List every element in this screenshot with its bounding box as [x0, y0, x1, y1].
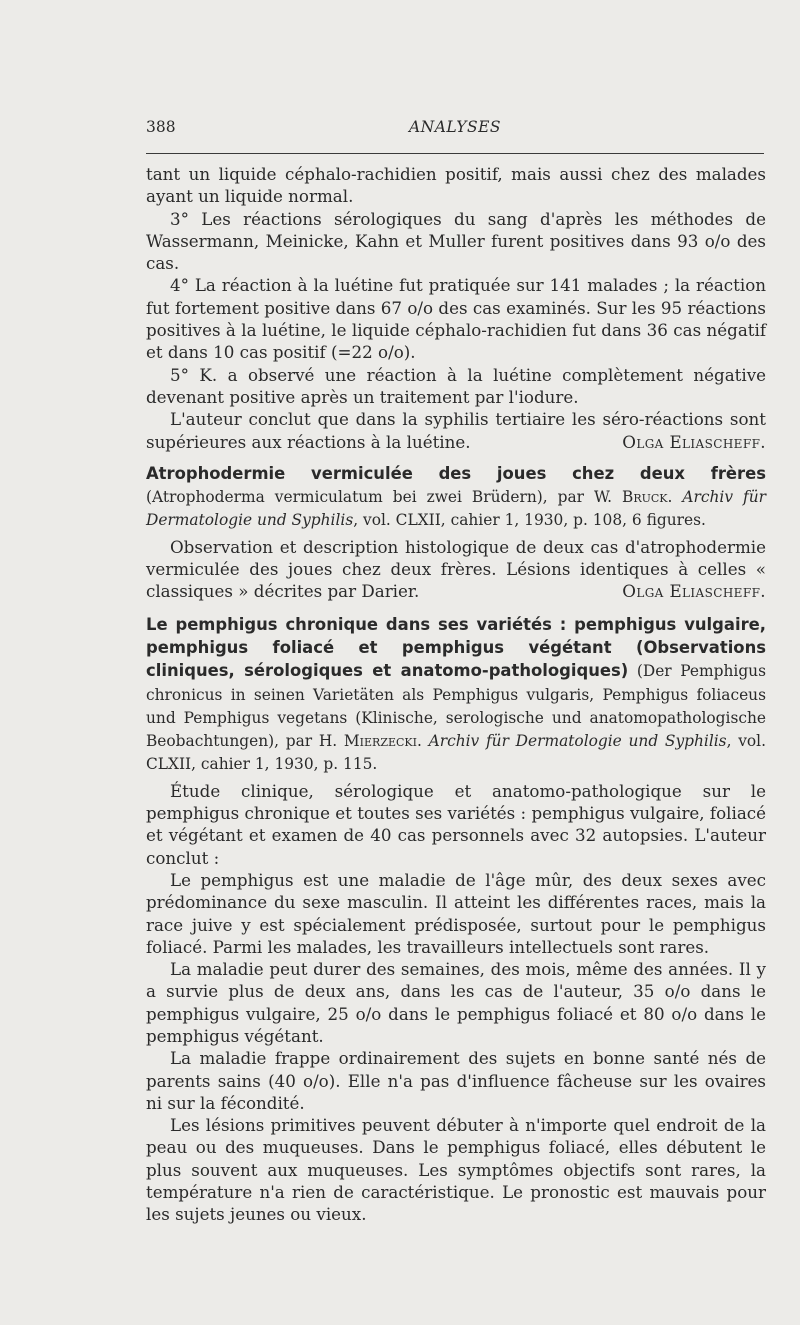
signature: Olga Eliascheff.	[622, 581, 766, 602]
reference-text: (Atrophoderma vermiculatum bei zwei Brüdern), par W.	[146, 488, 623, 507]
author-name: Mierzecki	[343, 732, 417, 751]
abstract-paragraph: La maladie frappe ordinairement des sujets en bonne santé nés de parents sains (40 o/o). Elle n'a pas d'influence fâcheuse sur les ovaires ni sur la fécondité.	[146, 1048, 766, 1113]
running-title: ANALYSES	[408, 118, 502, 136]
journal-name: Archiv für Dermatologie und Syphilis	[146, 488, 766, 530]
reference-separator: .	[417, 732, 429, 751]
article-atrophodermie	[146, 462, 766, 603]
abstract-text: Observation et description histologique de deux cas d'atrophodermie vermiculée des joues chez deux frères. Lésions identiques à celles « classiques » décrites par Darier.	[146, 536, 766, 602]
article-heading	[146, 613, 766, 776]
abstract-paragraph	[146, 536, 766, 603]
conclusion-paragraph	[146, 408, 766, 453]
point-5-paragraph: 5° K. a observé une réaction à la luétine complètement négative devenant positive après un traitement par l'iodure.	[146, 364, 766, 407]
abstract-paragraph: Étude clinique, sérologique et anatomo-pathologique sur le pemphigus chronique et toutes ses variétés : pemphigus vulgaire, foliacé et végétant et examen de 40 cas personnels avec 32 autopsies. L'auteur conclut :	[146, 780, 766, 868]
page-header	[146, 118, 764, 142]
article-pemphigus	[146, 613, 766, 1226]
point-3-paragraph: 3° Les réactions sérologiques du sang d'après les méthodes de Wassermann, Meinicke, Kahn et Muller furent positives dans 93 o/o des cas.	[146, 208, 766, 274]
article-continuation	[146, 163, 766, 453]
signature: Olga Eliascheff.	[622, 431, 766, 452]
header-rule	[146, 153, 764, 154]
reference-details: , vol. CLXII, cahier 1, 1930, p. 115.	[146, 732, 766, 774]
continuation-paragraph: tant un liquide céphalo-rachidien positif, mais aussi chez des malades ayant un liquide normal.	[146, 164, 766, 207]
abstract-paragraph: Le pemphigus est une maladie de l'âge mûr, des deux sexes avec prédominance du sexe masculin. Il atteint les différentes races, mais la race juive y est spécialement prédisposée, surtout pour le pemphigus foliacé. Parmi les malades, les travailleurs intellectuels sont rares.	[146, 869, 766, 957]
page-number: 388	[146, 118, 176, 136]
article-title: Atrophodermie vermiculée des joues chez deux frères	[146, 463, 766, 483]
reference-details: , vol. CLXII, cahier 1, 1930, p. 108, 6 figures.	[353, 511, 706, 530]
journal-name: Archiv für Dermatologie und Syphilis	[428, 732, 727, 751]
abstract-paragraph: La maladie peut durer des semaines, des mois, même des années. Il y a survie plus de deux ans, dans les cas de l'auteur, 35 o/o dans le pemphigus vulgaire, 25 o/o dans le pemphigus foliacé et 80 o/o dans le pemphigus végétant.	[146, 959, 766, 1046]
conclusion-text: L'auteur conclut que dans la syphilis tertiaire les séro-réactions sont supérieures aux réactions à la luétine.	[146, 409, 766, 452]
author-name: Bruck	[622, 488, 668, 507]
reference-text: (Der Pemphigus chronicus in seinen Varietäten als Pemphigus vulgaris, Pemphigus foliaceus und Pemphigus vegetans (Klinische, serologische und anatomopathologische Beobachtungen), par H.	[146, 662, 766, 751]
point-4-paragraph: 4° La réaction à la luétine fut pratiquée sur 141 malades ; la réaction fut fortement positive dans 67 o/o des cas examinés. Sur les 95 réactions positives à la luétine, le liquide céphalo-rachidien fut dans 36 cas négatif et dans 10 cas positif (=22 o/o).	[146, 275, 766, 363]
article-title: Le pemphigus chronique dans ses variétés : pemphigus vulgaire, pemphigus foliacé et pemphigus végétant (Observations cliniques, sérologiques et anatomo-pathologiques)	[146, 614, 766, 681]
abstract-paragraph: Les lésions primitives peuvent débuter à n'importe quel endroit de la peau ou des muqueuses. Dans le pemphigus foliacé, elles débutent le plus souvent aux muqueuses. Les symptômes objectifs sont rares, la température n'a rien de caractéristique. Le pronostic est mauvais pour les sujets jeunes ou vieux.	[146, 1115, 766, 1225]
reference-separator: .	[667, 488, 683, 507]
article-heading	[146, 462, 766, 532]
page-body	[146, 163, 766, 1226]
